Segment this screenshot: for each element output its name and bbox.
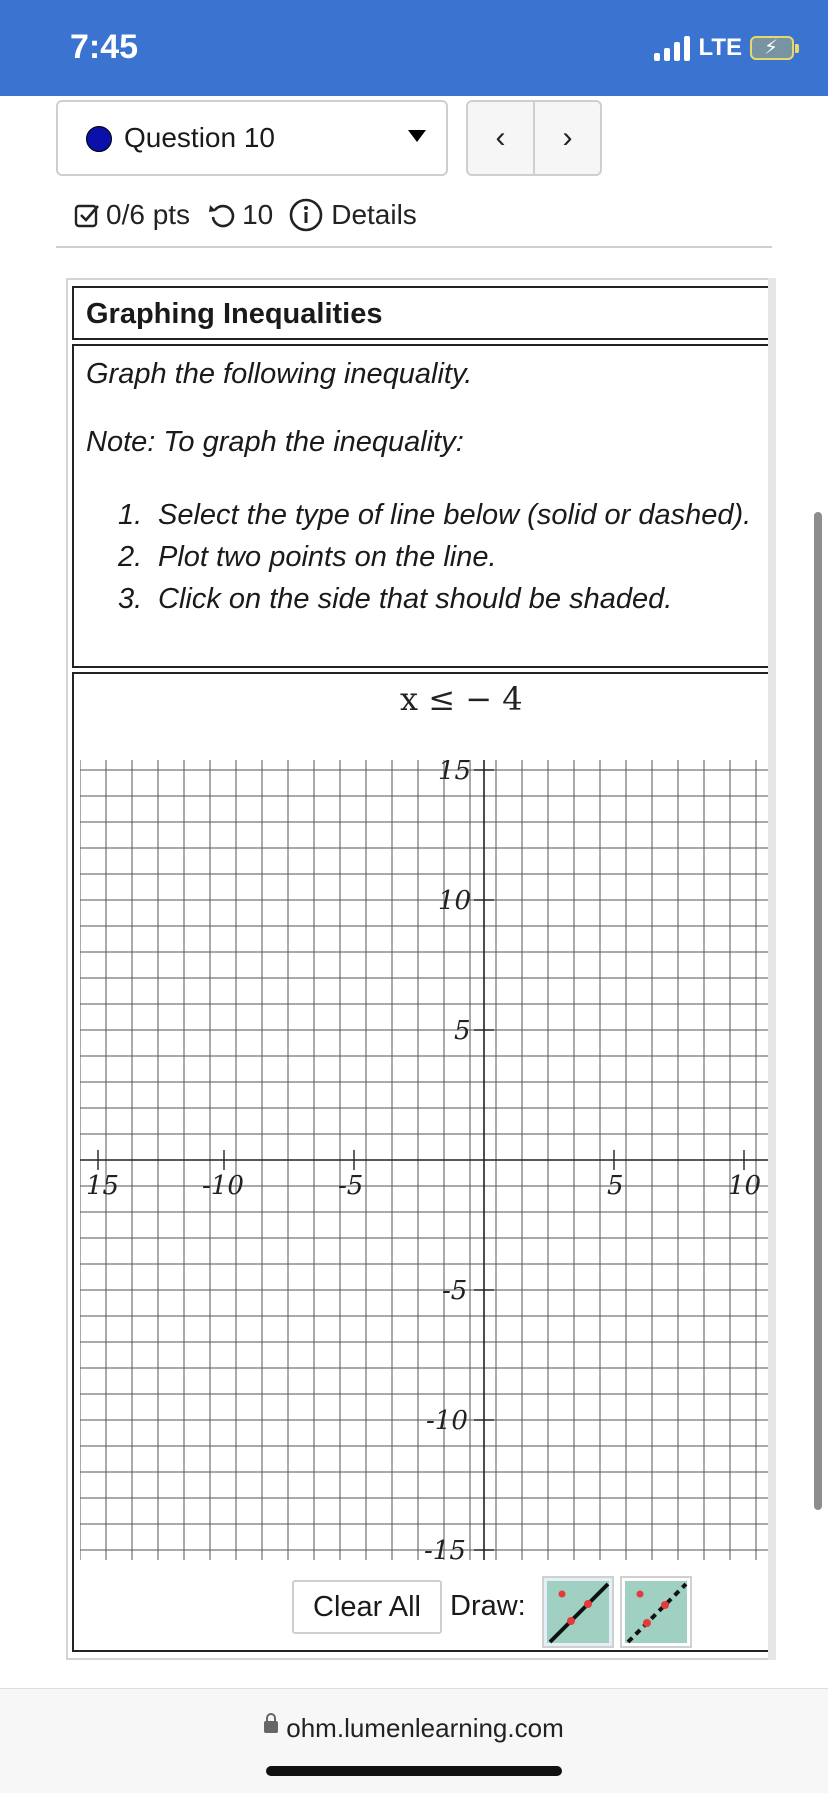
next-question-button[interactable]: ›	[562, 121, 573, 154]
details-link[interactable]: Details	[331, 199, 417, 230]
question-title-box	[72, 286, 768, 340]
axes	[80, 760, 768, 1560]
y-tick-label: 15	[438, 760, 472, 786]
list-item: 1. Select the type of line below (solid or dashed).	[118, 499, 752, 531]
status-indicators	[654, 34, 794, 62]
y-tick-label: -5	[442, 1276, 468, 1306]
scrollbar[interactable]	[814, 512, 822, 1510]
x-tick-label: 5	[607, 1171, 624, 1201]
list-item: 2. Plot two points on the line.	[118, 541, 497, 573]
checkbox-icon	[74, 202, 100, 228]
home-indicator[interactable]	[266, 1766, 562, 1776]
lock-icon	[264, 1721, 278, 1733]
signal-icon	[654, 35, 690, 61]
y-tick-label: -10	[426, 1406, 468, 1436]
question-title: Graphing Inequalities	[86, 298, 383, 330]
status-bar	[0, 0, 828, 96]
question-meta	[74, 198, 417, 232]
info-icon[interactable]	[289, 198, 323, 232]
browser-url-bar[interactable]	[0, 1688, 828, 1793]
status-time: 7:45	[70, 28, 139, 66]
question-nav	[466, 100, 602, 176]
dashed-line-tool-button[interactable]	[620, 1576, 692, 1648]
attempts-text: 10	[242, 199, 274, 230]
x-tick-label: 10	[728, 1171, 762, 1201]
y-tick-label: -15	[424, 1536, 466, 1560]
dashed-line-icon	[622, 1578, 690, 1646]
question-dropdown[interactable]	[56, 100, 448, 176]
solid-line-icon	[544, 1578, 612, 1646]
draw-label: Draw:	[450, 1590, 526, 1622]
divider	[56, 246, 772, 248]
question-status-dot	[86, 126, 112, 152]
y-tick-label: 5	[454, 1016, 471, 1046]
coordinate-grid[interactable]	[80, 760, 768, 1560]
inequality-expression: x ≤ − 4	[400, 680, 523, 718]
retry-icon	[208, 201, 236, 229]
x-tick-label: 15	[86, 1171, 120, 1201]
question-text	[72, 344, 768, 668]
step-list	[118, 494, 751, 620]
y-tick-label: 10	[438, 886, 472, 916]
network-label: LTE	[698, 34, 742, 61]
list-item: 3. Click on the side that should be shaded.	[118, 583, 673, 615]
clear-all-button[interactable]: Clear All	[292, 1580, 442, 1634]
url-text: ohm.lumenlearning.com	[286, 1713, 564, 1743]
instruction-text: Graph the following inequality.	[86, 358, 473, 390]
question-label: Question 10	[124, 122, 275, 153]
solid-line-tool-button[interactable]	[542, 1576, 614, 1648]
previous-question-button[interactable]: ‹	[468, 102, 535, 174]
panel-edge	[768, 278, 776, 1660]
battery-icon: ⚡	[750, 36, 794, 60]
points-text: 0/6 pts	[106, 199, 191, 230]
x-tick-label: -10	[202, 1171, 244, 1201]
note-text: Note: To graph the inequality:	[86, 426, 464, 458]
x-tick-label: -5	[338, 1171, 364, 1201]
caret-down-icon	[408, 130, 426, 142]
